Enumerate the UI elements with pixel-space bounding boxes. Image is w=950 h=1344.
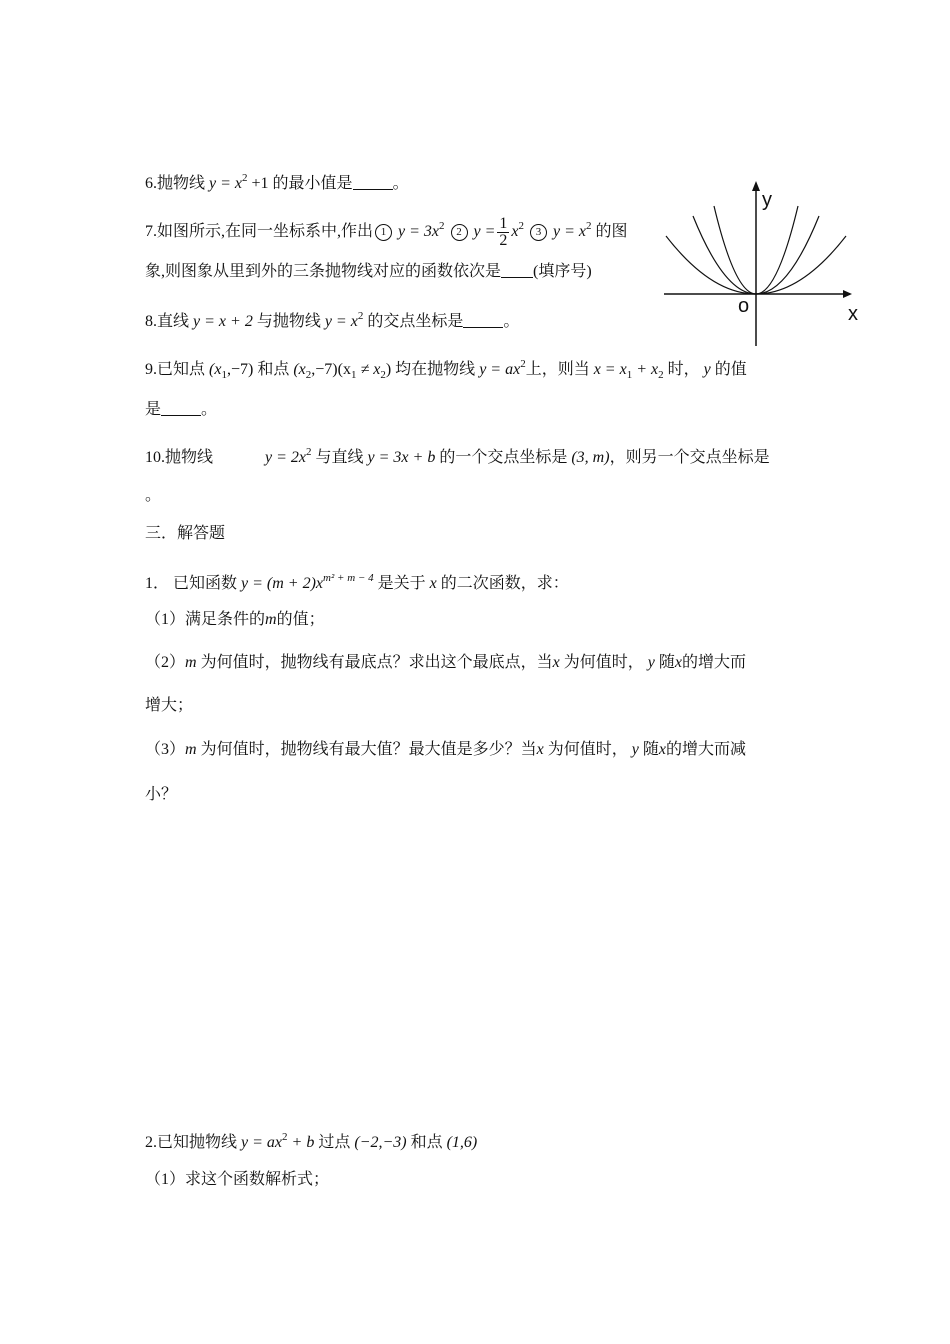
section-heading: 三．解答题 (145, 525, 226, 542)
answer-question-1-part-2-line-2: 增大； (145, 697, 194, 714)
answer-question-1-part-2: （2）m 为何值时，抛物线有最底点？求出这个最底点，当x 为何值时， y 随x的增大而 (145, 654, 746, 671)
answer-question-1: 1． 已知函数 $y = (m + 2)x^{m^2 + m - 4}$ 是关于 x 的二次函数，求： (145, 572, 569, 592)
x-axis-arrow-icon (843, 290, 852, 298)
answer-question-1-part-1: （1）满足条件的m的值； (145, 611, 325, 628)
circled-number-2: 2 (451, 224, 468, 241)
question-10-line-2: 。 (145, 487, 162, 504)
circled-number-1: 1 (375, 224, 392, 241)
y-axis-label: y (762, 189, 772, 211)
circled-number-3: 3 (530, 224, 547, 241)
question-8: 8.直线 y = x + 2 与抛物线 $y = x^2$ 的交点坐标是 。 (145, 310, 520, 330)
answer-blank[interactable] (161, 401, 201, 416)
parabola-figure (660, 178, 870, 350)
answer-question-1-part-3: （3）m 为何值时，抛物线有最大值？最大值是多少？当x 为何值时， y 随x的增大而减 (145, 741, 746, 758)
answer-question-2: 2.已知抛物线 $y = ax^2 + b$ 过点 (−2,−3) 和点 (1,6) (145, 1131, 478, 1151)
answer-blank[interactable] (501, 263, 533, 278)
question-7-line-2: 象,则图象从里到外的三条抛物线对应的函数依次是 (填序号) (145, 263, 592, 280)
question-9-line-2: 是 。 (145, 401, 218, 418)
answer-question-1-part-3-line-2: 小？ (145, 786, 178, 803)
fraction-one-half: $\frac{1}{2}$ (499, 214, 508, 249)
q6-equation: $y = x^2 +1$ (209, 172, 269, 192)
answer-blank[interactable] (463, 313, 503, 328)
y-axis-arrow-icon (752, 181, 760, 191)
question-10: 10.抛物线 $y = 2x^2$ 与直线 y = 3x + b 的一个交点坐标是 (3, m)，则另一个交点坐标是 (145, 446, 770, 466)
question-7: 7.如图所示,在同一坐标系中,作出 1 $y = 3x^2$ 2 y = $\frac{1}{2}$ $x^2$ 3 $y = x^2$ 的图 (145, 214, 628, 249)
question-9: 9.已知点 $(x_1,-7)$ 和点 $(x_2,-7)(x_1 \ne x_2)$ 均在抛物线 $y = ax^2$上，则当 $x = x_1 + x_2$ 时， y 的值 (145, 358, 747, 381)
answer-blank[interactable] (353, 175, 393, 190)
question-6: 6.抛物线 $y = x^2 +1$ 的最小值是 。 (145, 172, 409, 192)
x-axis-label: x (848, 303, 858, 325)
answer-question-2-part-1: （1）求这个函数解析式； (145, 1171, 330, 1188)
origin-label: o (738, 295, 750, 317)
